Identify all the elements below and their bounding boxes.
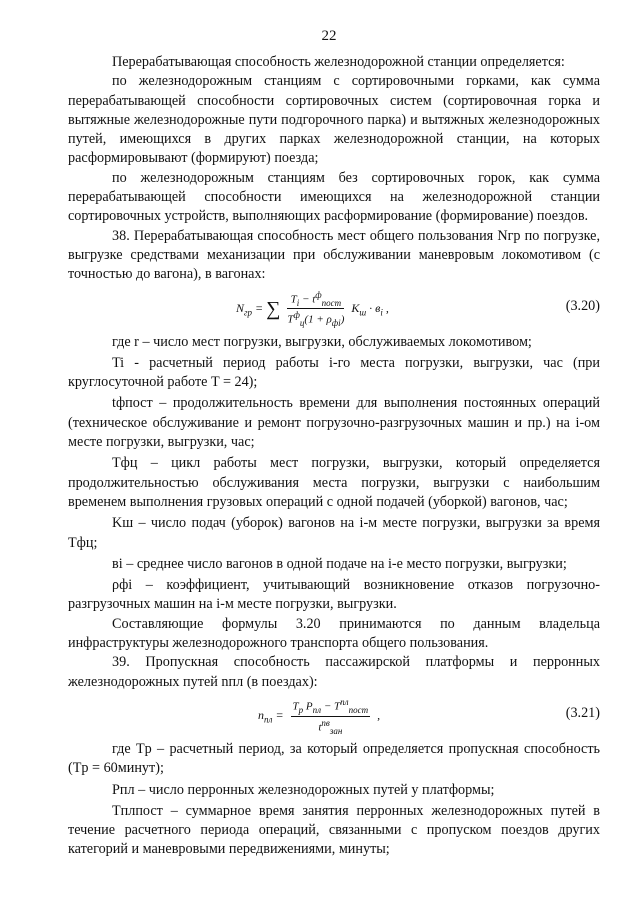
definition-v-i: вi – среднее число вагонов в одной подаче на i-е место погрузки, выгрузки; [112, 555, 567, 572]
definition-t-post: tфпост – продолжительность времени для выполнения постоянных операций (техническое обслуживание и ремонт погрузочно-разгрузочных машин и пр.) на i-ом месте погрузки, выгрузки, час; [68, 395, 600, 451]
paragraph-item-39: 39. Пропускная способность пассажирской платформы и перронных железнодорожных путей nпл (в поездах): [68, 654, 600, 690]
equation-number-3-21: (3.21) [565, 704, 600, 721]
definition-p-pl: Pпл – число перронных железнодорожных путей у платформы; [112, 781, 495, 798]
formula-3-20-expression: $N_{гр}$ = ∑ $\frac{T_i - t^ф_{пост}}{T^ф_ц(1 + \rho_{фi})}$ $K_ш \cdot в_i$ , [236, 289, 389, 329]
paragraph-hump-stations: по железнодорожным станциям с сортировочными горками, как сумма перерабатывающей способности сортировочных систем (сортировочная горка и вытяжные железнодорожные пути подгорочного парка) и вытяжных железнодорожных путей, имеющихся в других парках железнодорожной станции, на которых расформировывают (формируют) поезда; [68, 73, 600, 167]
definition-t-cycle: Tфц – цикл работы мест погрузки, выгрузки, который определяется продолжительностью обслуживания места погрузки, выгрузки с наибольшим временем выполнения грузовых операций с одной подачей (уборкой) вагонов, час; [68, 455, 600, 510]
paragraph-formula-source: Составляющие формулы 3.20 принимаются по данным владельца инфраструктуры железнодорожного транспорта общего пользования. [68, 615, 600, 652]
definition-rho: ρфi – коэффициент, учитывающий возникновение отказов погрузочно-разгрузочных машин на i-м месте погрузки, выгрузки. [68, 577, 600, 613]
paragraph-no-hump-stations: по железнодорожным станциям без сортировочных горок, как сумма перерабатывающей способности имеющихся на железнодорожной станции сортировочных устройств, выполняющих расформирование (формирование) поездов. [68, 169, 600, 225]
definition-t-r: где Tр – расчетный период, за который определяется пропускная способность (Tр = 60минут); [68, 740, 600, 777]
paragraph-intro: Перерабатывающая способность железнодорожной станции определяется: [112, 54, 565, 70]
formula-3-21 [68, 695, 600, 737]
equation-number-3-20: (3.20) [565, 297, 600, 314]
definition-r: где r – число мест погрузки, выгрузки, обслуживаемых локомотивом; [112, 333, 532, 350]
paragraph-item-38: 38. Перерабатывающая способность мест общего пользования Nгр по погрузке, выгрузке средствами механизации при обслуживании маневровым локомотивом (с точностью до вагона), в вагонах: [68, 227, 600, 283]
definition-k-sh: Kш – число подач (уборок) вагонов на i-м месте погрузки, выгрузки за время Tфц; [68, 515, 600, 551]
formula-3-21-expression: $n_{пл}$ = $\frac{T_р P_{пл} - T^{пл}_{пост}}{t^{пв}_{зан}}$ , [258, 696, 381, 736]
definition-ti: Ti - расчетный период работы i-го места погрузки, выгрузки, час (при круглосуточной работе T = 24); [68, 354, 600, 391]
page-number: 22 [321, 28, 337, 44]
definition-t-pl-post: Tплпост – суммарное время занятия перронных железнодорожных путей в течение расчетного периода операций, связанными с пропуском поездов других категорий и маневровыми передвижениями, минуты; [68, 802, 600, 858]
formula-3-20 [68, 288, 600, 330]
